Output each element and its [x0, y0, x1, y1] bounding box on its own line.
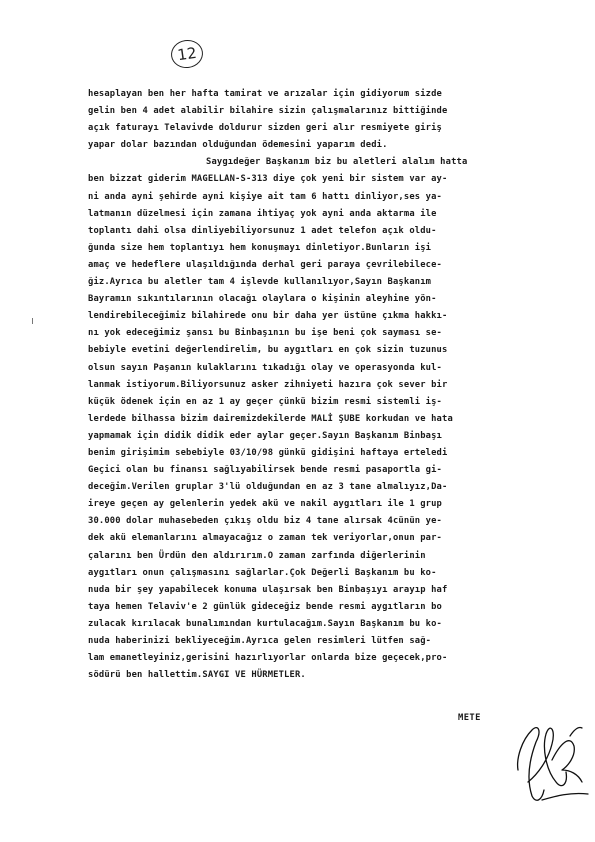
handwritten-signature [512, 700, 594, 810]
text-line: 30.000 dolar muhasebeden çıkış oldu biz 4 tane alırsak 4cünün ye- [88, 516, 443, 527]
text-line: lanmak istiyorum.Biliyorsunuz asker zihniyeti hazıra çok sever bir [88, 379, 448, 390]
signer-name: METE [458, 713, 481, 723]
text-line: nuda haberinizi bekliyeceğim.Ayrıca gelen resimleri lütfen sağ- [88, 636, 432, 646]
text-line: latmanın düzelmesi için zamana ihtiyaç yok ayni anda aktarma ile [88, 208, 437, 219]
text-line: olsun sayın Paşanın kulaklarını tıkadığı olay ve operasyonda kul- [88, 362, 443, 373]
text-line: zulacak kırılacak bunalımından kurtulacağım.Sayın Başkanım bu ko- [88, 618, 443, 629]
text-line: yapmamak için didik didik eder aylar geçer.Sayın Başkanım Binbaşı [88, 430, 443, 441]
text-line: ireye geçen ay gelenlerin yedek akü ve nakil aygıtları ile 1 grup [88, 499, 443, 510]
text-line: deceğim.Verilen gruplar 3'lü olduğundan en az 3 tane almalıyız,Da- [88, 482, 448, 493]
text-line: lendirebileceğimiz bilahirede onu bir daha yer üstüne çıkma hakkı- [88, 311, 448, 322]
text-line: amaç ve hedeflere ulaşıldığında derhal geri paraya çevrilebilece- [88, 259, 443, 270]
text-line: lerdede bilhassa bizim dairemizdekilerde MALİ ŞUBE korkudan ve hata [88, 413, 453, 424]
text-line: nı yok edeceğimiz şansı bu Binbaşının bu işe beni çok sayması se- [88, 328, 443, 339]
text-line: ğiz.Ayrıca bu aletler tam 4 işlevde kullanılıyor,Sayın Başkanım [88, 277, 432, 288]
text-line: ni anda ayni şehirde ayni kişiye ait tam 6 hattı dinliyor,ses ya- [88, 191, 443, 202]
text-line: södürü ben hallettim.SAYGI VE HÜRMETLER. [88, 670, 306, 681]
text-line: toplantı dahi olsa dinliyebiliyorsunuz 1 adet telefon açık oldu- [88, 225, 437, 236]
page-number-circle: 12 [169, 38, 205, 70]
text-line: benim girişimim sebebiyle 03/10/98 günkü gidişini haftaya erteledi [88, 447, 448, 458]
margin-mark [32, 318, 36, 324]
text-line: aygıtları onun çalışmasını sağlarlar.Çok Değerli Başkanım bu ko- [88, 567, 437, 578]
text-line: yapar dolar bazından olduğundan ödemesini yaparım dedi. [88, 140, 388, 151]
text-line: nuda bir şey yapabilecek konuma ulaşırsak ben Binbaşıyı arayıp haf [88, 584, 448, 595]
text-line: küçük ödenek için en az 1 ay geçer çünkü bizim resmi sistemli iş- [88, 396, 443, 407]
text-line: bebiyle evetini değerlendirelim, bu aygıtları en çok sizin tuzunus [88, 345, 448, 356]
text-line: Geçici olan bu finansı sağlıyabilirsek bende resmi pasaportla gi- [88, 465, 443, 476]
text-line: gelin ben 4 adet alabilir bilahire sizin çalışmalarınız bittiğinde [88, 106, 448, 117]
text-line: Bayramın sıkıntılarının olacağı olaylara o kişinin aleyhine yön- [88, 294, 437, 305]
text-line: ğunda size hem toplantıyı hem konuşmayı dinletiyor.Bunların işi [88, 242, 432, 253]
text-line: ben bizzat giderim MAGELLAN-S-313 diye çok yeni bir sistem var ay- [88, 174, 448, 185]
text-line: çalarını ben Ürdün den aldırırım.O zaman zarfında diğerlerinin [88, 550, 426, 561]
text-line: hesaplayan ben her hafta tamirat ve arızalar için gidiyorum sizde [88, 89, 443, 99]
text-line: lam emanetleyiniz,gerisini hazırlıyorlar onlarda bize geçecek,pro- [88, 653, 448, 664]
text-line: taya hemen Telaviv'e 2 günlük gideceğiz bende resmi aygıtların bo [88, 601, 443, 612]
text-line: açık faturayı Telavivde doldurur sizden geri alır resmiyete giriş [88, 123, 443, 134]
text-line: dek akü elemanlarını almayacağız o zaman tek veriyorlar,onun par- [88, 533, 443, 544]
letter-body [88, 86, 578, 684]
text-line: Saygıdeğer Başkanım biz bu aletleri alalım hatta [206, 157, 468, 168]
